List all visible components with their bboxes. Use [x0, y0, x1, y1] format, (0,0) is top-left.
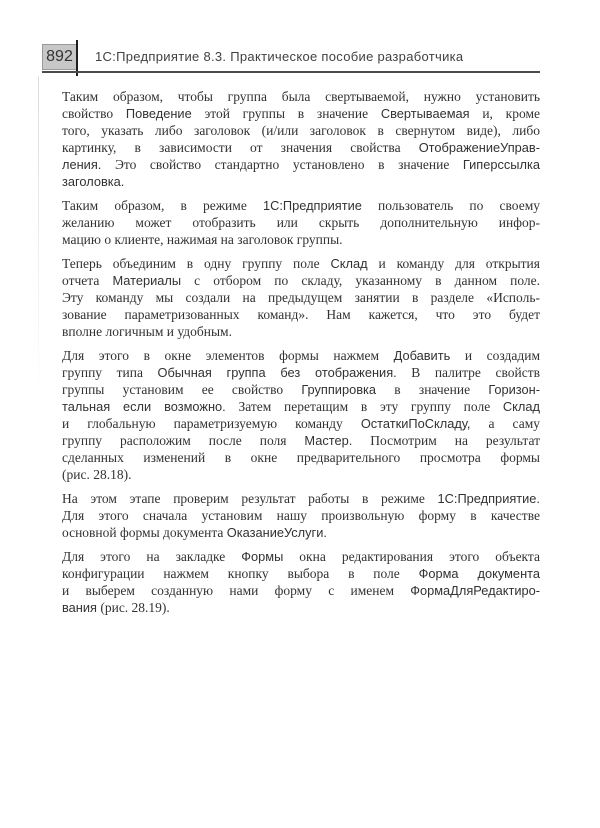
text-line	[62, 156, 540, 173]
text-line	[62, 255, 540, 272]
text-line	[62, 88, 540, 105]
text-line	[62, 306, 540, 323]
text-run: группы установим ее свойство	[62, 382, 302, 397]
term-run: Группировка	[301, 382, 377, 397]
term-run: ФормаДляРедактиро-	[410, 583, 540, 598]
term-run: Мастер.	[304, 433, 353, 448]
text-run: (рис. 28.19).	[96, 600, 170, 615]
paragraph	[62, 490, 540, 541]
term-run: ления.	[62, 157, 102, 172]
text-line	[62, 214, 540, 231]
text-run: а саму	[470, 416, 540, 431]
text-run: отчета	[62, 273, 113, 288]
text-line	[62, 548, 540, 565]
text-run: окна редактирования этого объекта	[283, 549, 540, 564]
term-run: ОказаниеУслуги.	[226, 525, 327, 540]
text-run: Затем перетащим в эту группу поле	[225, 399, 503, 414]
text-line	[62, 272, 540, 289]
paragraph	[62, 88, 540, 190]
text-line	[62, 122, 540, 139]
paragraph	[62, 197, 540, 248]
paragraph	[62, 255, 540, 340]
text-run: В палитре свойств	[396, 365, 540, 380]
page-number: 892	[46, 48, 73, 65]
text-run: зование параметризованных команд». Нам кажется, что это будет	[62, 307, 540, 322]
term-run: тальная если возможно.	[62, 399, 226, 414]
text-run: желанию может отобразить или скрыть дополнительную инфор-	[62, 215, 540, 230]
text-run: основной формы документа	[62, 525, 227, 540]
term-run: Склад	[330, 256, 368, 271]
text-line	[62, 231, 540, 248]
term-run: Материалы	[112, 273, 182, 288]
scan-artifact-line	[38, 76, 39, 406]
text-line	[62, 415, 540, 432]
text-line	[62, 381, 540, 398]
text-run: мацию о клиенте, нажимая на заголовок группы.	[62, 232, 343, 247]
text-run: и глобальную параметризуемую команду	[62, 416, 361, 431]
text-run: того, указать либо заголовок (и/или заголовок в свернутом виде), либо	[62, 123, 540, 138]
text-line	[62, 173, 540, 190]
text-line	[62, 582, 540, 599]
text-run: Для этого в окне элементов формы нажмем	[62, 348, 394, 363]
text-line	[62, 466, 540, 483]
term-run: Склад	[502, 399, 540, 414]
text-run: сделанных изменений в окне предварительного просмотра формы	[62, 450, 540, 465]
text-run: свойство	[62, 106, 126, 121]
paragraph	[62, 548, 540, 616]
text-line	[62, 398, 540, 415]
term-run: вания	[62, 600, 97, 615]
text-run: картинку, в зависимости от значения свойства	[62, 140, 419, 155]
text-run: в значение	[376, 382, 489, 397]
text-line	[62, 524, 540, 541]
term-run: 1С:Предприятие	[262, 198, 362, 213]
term-run: Поведение	[125, 106, 192, 121]
term-run: ОстаткиПоСкладу,	[360, 416, 471, 431]
running-head-title: 1С:Предприятие 8.3. Практическое пособие разработчика	[95, 49, 464, 64]
text-run: и, кроме	[469, 106, 540, 121]
text-line	[62, 449, 540, 466]
term-run: 1С:Предприятие.	[437, 491, 540, 506]
term-run: ОтображениеУправ-	[418, 140, 540, 155]
text-run: Таким образом, чтобы группа была свертываемой, нужно установить	[62, 89, 540, 104]
text-line	[62, 432, 540, 449]
text-line	[62, 599, 540, 616]
header-rule	[42, 71, 540, 73]
text-run: и создадим	[450, 348, 540, 363]
text-run: На этом этапе проверим результат работы в режиме	[62, 491, 438, 506]
text-run: (рис. 28.18).	[62, 467, 132, 482]
text-run: вполне логичным и удобным.	[62, 324, 232, 339]
text-run: Посмотрим на результат	[352, 433, 541, 448]
term-run: Формы	[241, 549, 284, 564]
paragraph	[62, 347, 540, 483]
text-run: группу расположим после поля	[62, 433, 305, 448]
text-run: Это свойство стандартно установлено в значение	[101, 157, 463, 172]
text-run: Таким образом, в режиме	[62, 198, 263, 213]
text-line	[62, 565, 540, 582]
term-run: Добавить	[393, 348, 451, 363]
text-line	[62, 197, 540, 214]
text-run: Для этого сначала установим нашу произвольную форму в качестве	[62, 508, 540, 523]
page-number-box	[42, 44, 77, 70]
term-run: Свертываемая	[380, 106, 470, 121]
text-run: Теперь объединим в одну группу поле	[62, 256, 331, 271]
text-line	[62, 364, 540, 381]
text-run: Эту команду мы создали на предыдущем занятии в разделе «Исполь-	[62, 290, 540, 305]
term-run: Горизон-	[488, 382, 540, 397]
text-line	[62, 507, 540, 524]
term-run: Обычная группа без отображения.	[157, 365, 397, 380]
text-run: с отбором по складу, указанному в данном поле.	[181, 273, 541, 288]
text-line	[62, 347, 540, 364]
text-run: этой группы в значение	[191, 106, 381, 121]
text-line	[62, 289, 540, 306]
term-run: Форма документа	[418, 566, 540, 581]
text-run: и команду для открытия	[367, 256, 540, 271]
text-line	[62, 139, 540, 156]
text-line	[62, 490, 540, 507]
text-run: группу типа	[62, 365, 158, 380]
text-line	[62, 105, 540, 122]
term-run: Гиперссылка	[462, 157, 540, 172]
text-run: и выберем созданную нами форму с именем	[62, 583, 411, 598]
text-run: Для этого на закладке	[62, 549, 242, 564]
text-run: пользователь по своему	[361, 198, 540, 213]
term-run: заголовка.	[62, 174, 125, 189]
text-line	[62, 323, 540, 340]
text-run: конфигурации нажмем кнопку выбора в поле	[62, 566, 419, 581]
body-text	[62, 88, 540, 623]
